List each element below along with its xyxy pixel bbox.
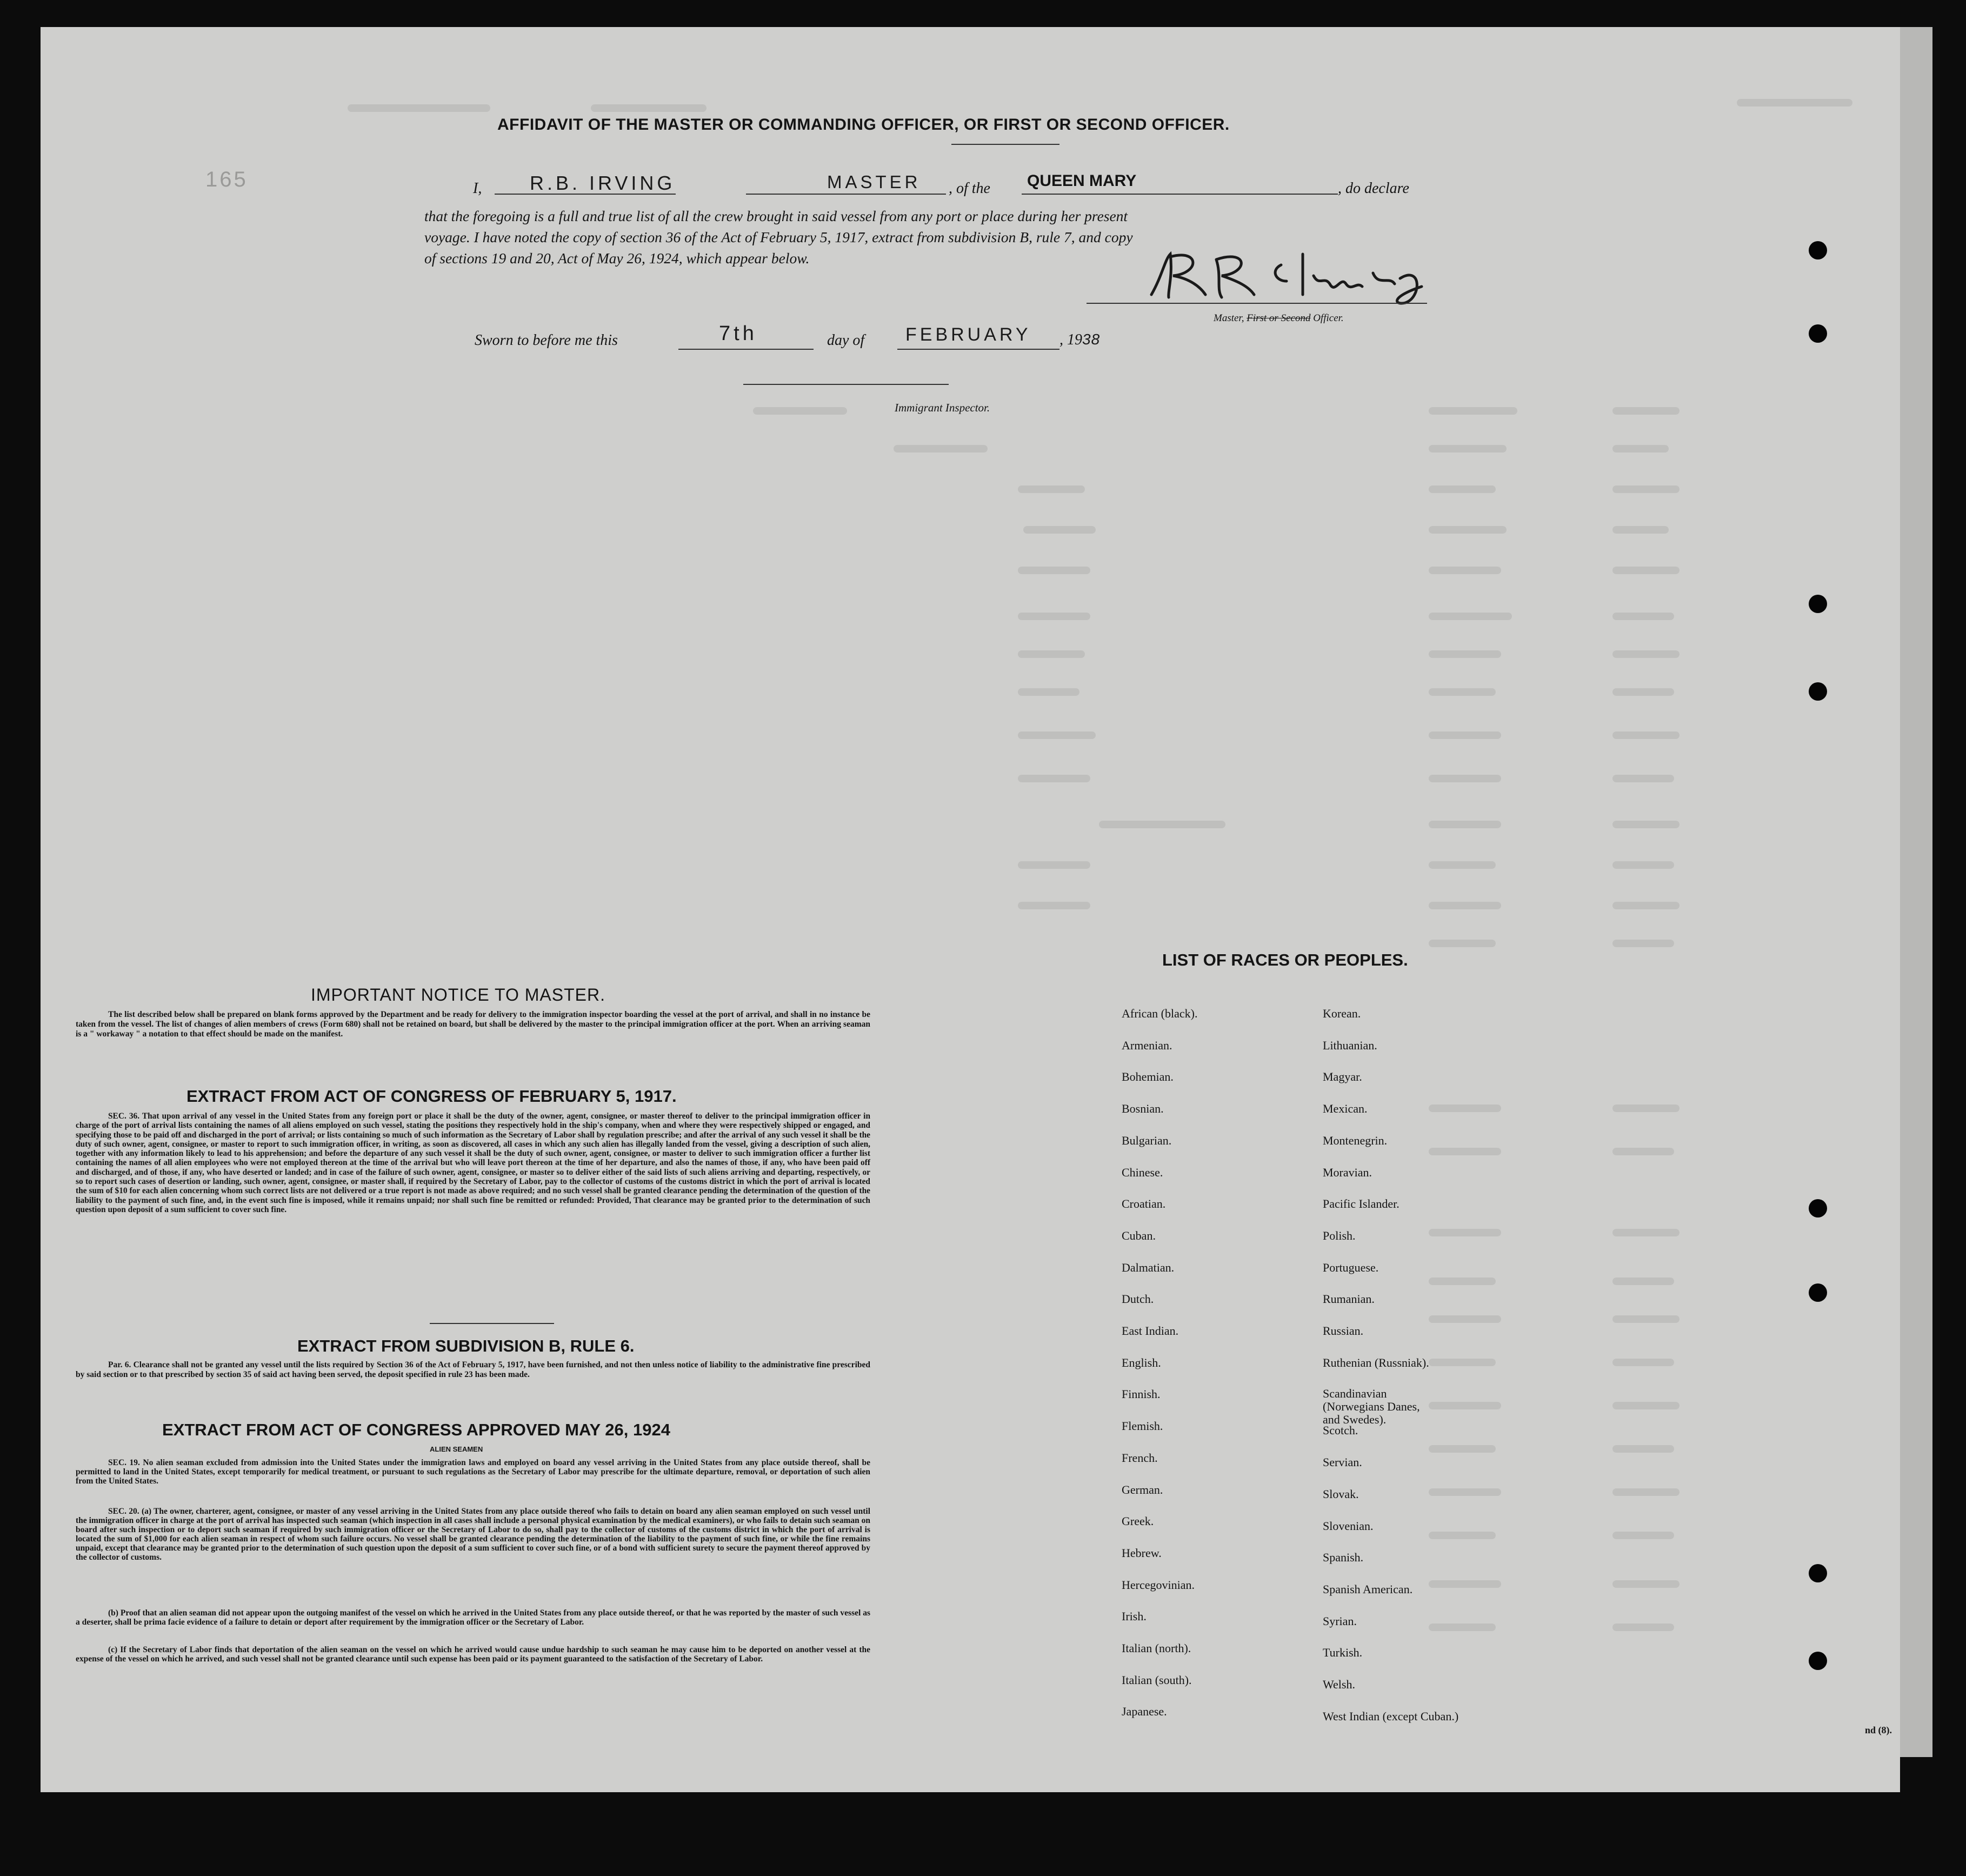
- race-item: Croatian.: [1122, 1197, 1166, 1211]
- subdivision-title: EXTRACT FROM SUBDIVISION B, RULE 6.: [297, 1336, 635, 1355]
- race-item: Scandinavian (Norwegians Danes, and Swedes).: [1323, 1387, 1420, 1427]
- race-item: Spanish American.: [1323, 1582, 1413, 1596]
- edge-text: nd (8).: [1865, 1725, 1892, 1735]
- inspector-label: Immigrant Inspector.: [895, 401, 990, 414]
- race-item: Polish.: [1323, 1228, 1356, 1242]
- sworn-day-line: [678, 349, 814, 350]
- sworn-label: Sworn to before me this: [475, 332, 618, 349]
- race-item: Turkish.: [1323, 1646, 1363, 1660]
- notice-text: The list described below shall be prepared on blank forms approved by the Department and be ready for delivery to the immigration inspector boarding the vessel at the port of arrival, and shall in no instance be taken from the vessel. The list of changes of alien members of crews (Form 680) shall not be retained on board, but shall be delivered by the master to the principal immigration officer at the port. When an arriving seaman is a " workaway " a notation to that effect should be made on the manifest.: [76, 1010, 870, 1039]
- race-item: Hebrew.: [1122, 1546, 1162, 1560]
- vessel-line: [1022, 194, 1338, 195]
- race-item: Dutch.: [1122, 1292, 1154, 1306]
- affidavit-title: AFFIDAVIT OF THE MASTER OR COMMANDING OFFICER, OR FIRST OR SECOND OFFICER.: [497, 116, 1230, 134]
- race-item: Pacific Islander.: [1323, 1197, 1399, 1211]
- sig-caption-master: Master,: [1214, 312, 1244, 324]
- notice-title: IMPORTANT NOTICE TO MASTER.: [311, 985, 605, 1004]
- race-item: Scotch.: [1323, 1423, 1358, 1438]
- binder-hole: [1809, 595, 1827, 613]
- extract-1924-subtitle: ALIEN SEAMEN: [430, 1445, 483, 1453]
- binder-hole: [1809, 1199, 1827, 1218]
- master-name: R.B. IRVING: [530, 172, 676, 194]
- vessel-name: QUEEN MARY: [1027, 172, 1137, 190]
- extract-1917-title: EXTRACT FROM ACT OF CONGRESS OF FEBRUARY 5, 1917.: [186, 1087, 677, 1106]
- inspector-signature-line: [743, 384, 949, 385]
- extract-1924-sec20a: SEC. 20. (a) The owner, charterer, agent, consignee, or master of any vessel arriving in the United States from any place outside thereof who fails to detain on board any alien seaman employed on such vessel until the immigration officer in charge at the port of arrival has inspected such seaman (which inspection in all cases shall include a personal physical examination by the medical examiners), or who fails to detain such seaman on board after such inspection or to deport such seaman if required by such immigration officer or the Secretary of Labor to do so, shall pay to the collector of customs of the customs district in which the port of arrival is located the sum of $1,000 for each alien seaman in respect of whom such failure occurs. No vessel shall be granted clearance pending the determination of the liability to the payment of such fine, or while the fine remains unpaid, except that clearance may be granted prior to the determination of such question upon the deposit of a sum sufficient to cover such fine, or of a bond with sufficient surety to secure the payment thereof approved by the collector of customs.: [76, 1507, 870, 1562]
- title-underline: [951, 144, 1059, 145]
- race-item: Russian.: [1323, 1324, 1364, 1338]
- rank-line: [746, 194, 946, 195]
- sworn-month-line: [897, 349, 1059, 350]
- extract-1924-sec19: SEC. 19. No alien seaman excluded from admission into the United States under the immigration laws and employed on board any vessel arriving in the United States from any place outside thereof, shall be permitted to land in the United States, except temporarily for medical treatment, or pursuant to such regulations as the Secretary of Labor may prescribe for the ultimate departure, removal, or deportation of such alien from the United States.: [76, 1458, 870, 1486]
- race-item: West Indian (except Cuban.): [1323, 1709, 1459, 1723]
- affidavit-body-line2: voyage. I have noted the copy of section 36 of the Act of February 5, 1917, extract from subdivision B, rule 7, and copy: [424, 229, 1133, 245]
- binder-hole: [1809, 682, 1827, 701]
- race-item: Hercegovinian.: [1122, 1578, 1195, 1592]
- race-item: Greek.: [1122, 1514, 1154, 1528]
- extract-1924-sec20c: (c) If the Secretary of Labor finds that deportation of the alien seaman on the vessel on which he arrived would cause undue hardship to such seaman he may cause him to be deported on another vessel at the expense of the vessel on which he arrived, and such vessel shall not be granted clearance until such expense has been paid or its payment guaranteed to the satisfaction of the Secretary of Labor.: [76, 1645, 870, 1664]
- affidavit-body-line3: of sections 19 and 20, Act of May 26, 1924, which appear below.: [424, 250, 810, 267]
- sworn-month: FEBRUARY: [905, 324, 1031, 345]
- race-item: Bohemian.: [1122, 1070, 1174, 1084]
- master-signature: [1141, 243, 1443, 308]
- name-line: [495, 194, 676, 195]
- race-item: Lithuanian.: [1323, 1038, 1377, 1052]
- race-item: German.: [1122, 1482, 1163, 1496]
- sig-caption: [1214, 312, 1344, 324]
- race-item: Mexican.: [1323, 1102, 1368, 1116]
- margin-number: 165: [205, 168, 248, 191]
- signature-line: [1087, 303, 1427, 304]
- sworn-year: [1059, 331, 1100, 349]
- race-item: Korean.: [1323, 1007, 1361, 1020]
- binder-hole: [1809, 241, 1827, 260]
- race-item: African (black).: [1122, 1007, 1198, 1020]
- sig-caption-officer: Officer.: [1313, 312, 1344, 324]
- race-item: Japanese.: [1122, 1705, 1167, 1719]
- race-item: Flemish.: [1122, 1419, 1163, 1433]
- master-rank: MASTER: [827, 172, 921, 192]
- extract-1924-title: EXTRACT FROM ACT OF CONGRESS APPROVED MAY 26, 1924: [162, 1420, 670, 1439]
- race-item: Spanish.: [1323, 1551, 1364, 1565]
- race-item: Slovak.: [1323, 1487, 1359, 1501]
- subdivision-text: Par. 6. Clearance shall not be granted any vessel until the lists required by Section 36 of the Act of February 5, 1917, have been furnished, and not then unless notice of liability to the administrative fine prescribed by said section or to that prescribed by section 35 of said act having been served, the deposit specified in rule 23 has been made.: [76, 1360, 870, 1379]
- race-item: Bulgarian.: [1122, 1133, 1172, 1147]
- signature-text: [1157, 254, 1181, 260]
- affidavit-body-line1: that the foregoing is a full and true list of all the crew brought in said vessel from any port or place during her present: [424, 208, 1128, 224]
- race-item: East Indian.: [1122, 1324, 1179, 1338]
- day-of-label: day of: [827, 332, 865, 349]
- binder-hole: [1809, 1564, 1827, 1582]
- race-item: Armenian.: [1122, 1038, 1172, 1052]
- race-item: Servian.: [1323, 1455, 1362, 1469]
- race-item: Finnish.: [1122, 1387, 1161, 1401]
- sworn-day: 7th: [719, 322, 757, 345]
- divider-1: [430, 1323, 554, 1324]
- race-item: English.: [1122, 1355, 1161, 1369]
- race-item: French.: [1122, 1451, 1158, 1465]
- sig-caption-struck: First or Second: [1247, 312, 1311, 324]
- race-item: Syrian.: [1323, 1614, 1357, 1628]
- race-item: Irish.: [1122, 1609, 1147, 1624]
- race-item: Bosnian.: [1122, 1102, 1164, 1116]
- race-item: Magyar.: [1323, 1070, 1362, 1084]
- race-item: Portuguese.: [1323, 1260, 1379, 1274]
- race-item: Dalmatian.: [1122, 1260, 1175, 1274]
- race-item: Ruthenian (Russniak).: [1323, 1355, 1429, 1369]
- race-item: Welsh.: [1323, 1678, 1355, 1691]
- of-the-label: , of the: [949, 180, 990, 197]
- race-item: Italian (south).: [1122, 1673, 1192, 1687]
- race-item: Chinese.: [1122, 1165, 1163, 1179]
- races-title: LIST OF RACES OR PEOPLES.: [1162, 950, 1408, 969]
- year-prefix: , 19: [1059, 331, 1082, 348]
- binder-hole: [1809, 324, 1827, 343]
- binder-hole: [1809, 1652, 1827, 1670]
- year-suffix: 38: [1082, 331, 1101, 348]
- race-item: Rumanian.: [1323, 1292, 1375, 1306]
- race-item: Slovenian.: [1323, 1519, 1374, 1533]
- i-label: I,: [473, 180, 482, 197]
- extract-1924-sec20b: (b) Proof that an alien seaman did not appear upon the outgoing manifest of the vessel on which he arrived in the United States from any place outside thereof, or that he was reported by the master of such vessel as a deserter, shall be prima facie evidence of a failure to detain or deport after requirement by the immigration officer or the Secretary of Labor.: [76, 1608, 870, 1627]
- race-item: Cuban.: [1122, 1228, 1156, 1242]
- race-item: Italian (north).: [1122, 1641, 1191, 1655]
- race-item: Montenegrin.: [1323, 1133, 1388, 1147]
- binder-hole: [1809, 1283, 1827, 1302]
- do-declare-label: , do declare: [1338, 180, 1409, 197]
- extract-1917-text: SEC. 36. That upon arrival of any vessel in the United States from any foreign port or place it shall be the duty of the owner, agent, consignee, or master thereof to deliver to the principal immigration officer in charge of the port of arrival lists containing the names of all aliens employed on such vessel, stating the positions they respectively hold in the ship's company, when and where they were respectively shipped or engaged, and specifying those to be paid off and discharged in the port of arrival; or lists containing so much of such information as the Secretary of Labor shall by regulation prescribe; and after the arrival of any such vessel it shall be the duty of such owner, agent, consignee, or master to report to such immigration officer, in writing, as soon as discovered, all cases in which any such alien has illegally landed from the vessel, giving a description of such alien, together with any information likely to lead to his apprehension; and before the departure of any such vessel it shall be the duty of such owner, agent, consignee, or master to deliver to such immigration officer a further list containing the names of all alien employees who were not employed thereon at the time of the arrival but who will leave port thereon at the time of her departure, and also the names of those, if any, who have been paid off and discharged, and of those, if any, who have deserted or landed; and in case of the failure of such owner, agent, consignee, or master so to deliver either of the said lists of such aliens arriving and departing, respectively, or so to report such cases of desertion or landing, such owner, agent, consignee, or master shall, if required by the Secretary of Labor, pay to the collector of customs of the customs district in which the port of arrival is located the sum of $10 for each alien concerning whom such correct lists are not delivered or a true report is not made as above required; and no such vessel shall be granted clearance pending the determination of the question of the liability to the payment of such fine, and, in the event such fine is imposed, while it remains unpaid; nor shall such fine be remitted or refunded: Provided, That clearance may be granted prior to the determination of such question upon deposit of a sum sufficient to cover such fine.: [76, 1112, 870, 1214]
- race-item: Moravian.: [1323, 1165, 1372, 1179]
